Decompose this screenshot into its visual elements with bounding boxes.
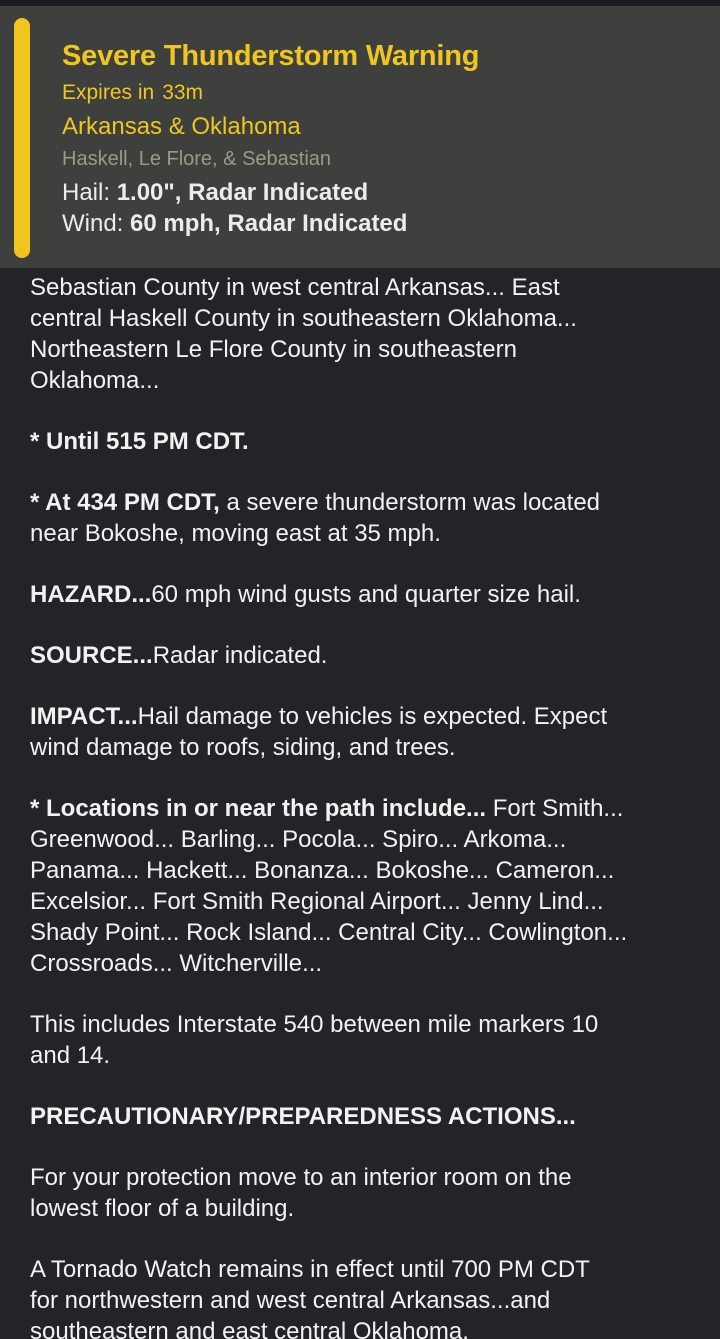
storm-location-text: a severe thunderstorm was located near Bokoshe, moving east at 35 mph.: [30, 489, 601, 547]
alert-expires: [62, 81, 203, 105]
source-lead: SOURCE...: [30, 642, 153, 669]
wind-label: Wind:: [62, 210, 124, 237]
protection-paragraph: For your protection move to an interior room on the lowest floor of a building.: [30, 1164, 572, 1222]
wind-value: 60 mph, Radar Indicated: [130, 210, 408, 237]
alert-severity-bar: [14, 18, 30, 258]
tornado-watch-paragraph: A Tornado Watch remains in effect until 700 PM CDT for northwestern and west central Arkansas...and southeastern and east central Oklahoma.: [30, 1256, 590, 1339]
expires-value: 33m: [162, 81, 204, 104]
storm-location-lead: * At 434 PM CDT,: [30, 489, 220, 516]
impact-paragraph: [30, 701, 702, 763]
alert-states: Arkansas & Oklahoma: [62, 113, 301, 140]
hail-value: 1.00", Radar Indicated: [116, 179, 369, 206]
hazard-text: 60 mph wind gusts and quarter size hail.: [151, 581, 581, 608]
affected-areas-paragraph: Sebastian County in west central Arkansas... East central Haskell County in southeastern Oklahoma... Northeastern Le Flore County in southeastern Oklahoma...: [30, 274, 577, 394]
actions-heading: PRECAUTIONARY/PREPAREDNESS ACTIONS...: [30, 1103, 576, 1130]
alert-wind: [62, 210, 407, 238]
impact-lead: IMPACT...: [30, 703, 138, 730]
alert-hail: [62, 179, 368, 207]
locations-paragraph: [30, 793, 702, 979]
interstate-paragraph: This includes Interstate 540 between mile markers 10 and 14.: [30, 1011, 599, 1069]
warning-text: [30, 272, 702, 1339]
hail-label: Hail:: [62, 179, 111, 206]
storm-location-paragraph: [30, 487, 702, 549]
impact-text: Hail damage to vehicles is expected. Expect wind damage to roofs, siding, and trees.: [30, 703, 608, 761]
alert-title: Severe Thunderstorm Warning: [62, 40, 480, 72]
locations-lead: * Locations in or near the path include...: [30, 795, 487, 822]
alert-counties: Haskell, Le Flore, & Sebastian: [62, 148, 332, 170]
source-paragraph: [30, 640, 702, 671]
expires-label: Expires in: [62, 81, 155, 104]
locations-text: Fort Smith... Greenwood... Barling... Pocola... Spiro... Arkoma... Panama... Hackett... Bonanza... Bokoshe... Cameron... Excelsior... Fort Smith Regional Airport... Jenny Lind... Shady Point... Rock Island... Central City... Cowlington... Crossroads... Witcherville...: [30, 795, 628, 977]
hazard-paragraph: [30, 579, 702, 610]
hazard-lead: HAZARD...: [30, 581, 152, 608]
until-paragraph: * Until 515 PM CDT.: [30, 428, 249, 455]
alert-card[interactable]: [0, 6, 720, 268]
source-text: Radar indicated.: [152, 642, 328, 669]
